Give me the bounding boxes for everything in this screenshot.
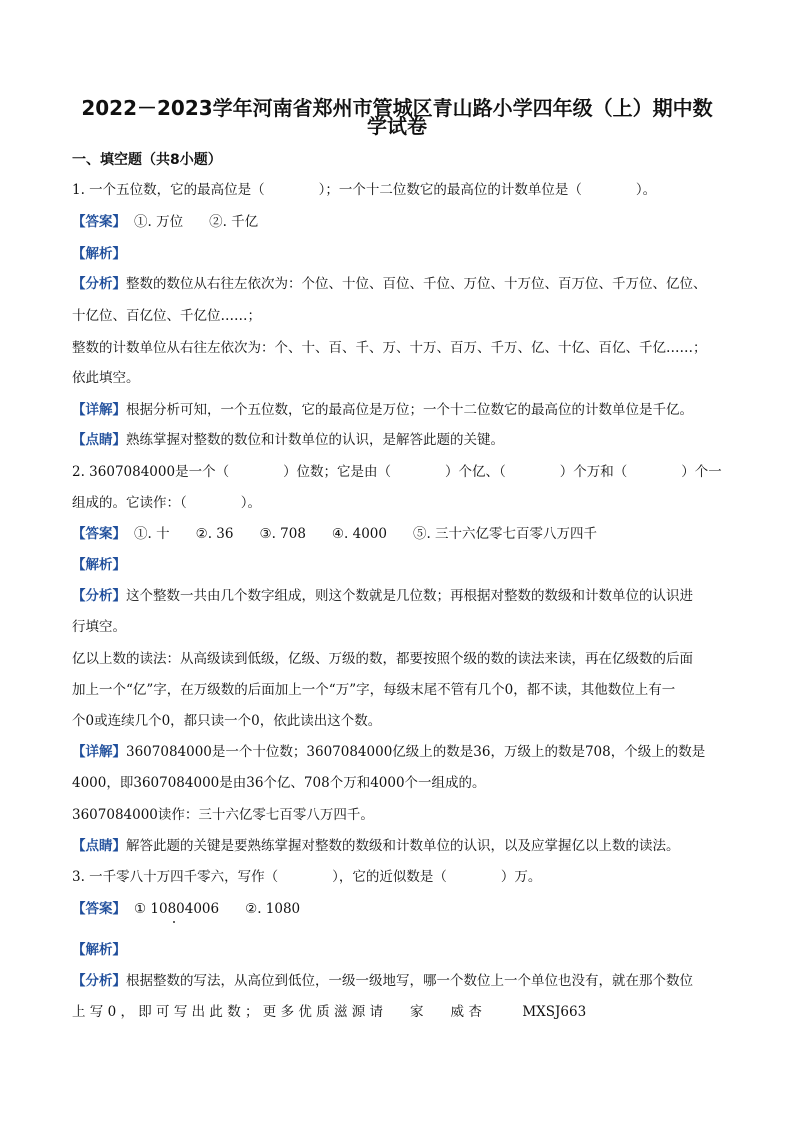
q1-analysis-l2: 十亿位、百亿位、千亿位……； <box>72 308 261 324</box>
q2-detail-l3: 3607084000读作：三十六亿零七百零八万四千。 <box>72 807 374 823</box>
q2-analysis-l2: 行填空。 <box>72 619 126 635</box>
q1-detail: 【详解】根据分析可知，一个五位数，它的最高位是万位；一个十二位数它的最高位的计数单位是千亿。 <box>72 402 693 418</box>
q2-detail-l1: 【详解】3607084000是一个十位数；3607084000亿级上的数是36，万级上的数是708，个级上的数是 <box>72 744 706 760</box>
answer-tag: 【答案】 <box>72 526 126 542</box>
q2-analysis-head: 【解析】 <box>72 557 126 573</box>
q2-analysis-l5: 个0或连续几个0，都只读一个0，依此读出这个数。 <box>72 713 382 729</box>
q1-analysis-l1: 【分析】整数的数位从右往左依次为：个位、十位、百位、千位、万位、十万位、百万位、千万位、亿位、 <box>72 276 707 292</box>
q2-comment: 【点睛】解答此题的关键是要熟练掌握对整数的数级和计数单位的认识，以及应掌握亿以上数的读法。 <box>72 838 680 854</box>
q2-answer-5: ⑤. 三十六亿零七百零八万四千 <box>412 526 598 542</box>
q1-answer-row <box>72 212 284 232</box>
q3-analysis-head: 【解析】 <box>72 942 126 958</box>
q2-answer-2: ②. 36 <box>195 526 234 542</box>
q1-analysis-head: 【解析】 <box>72 246 126 262</box>
q3-analysis-l1: 【分析】根据整数的写法，从高位到低位，一级一级地写，哪一个数位上一个单位也没有，就在那个数位 <box>72 973 693 989</box>
answer-tag: 【答案】 <box>72 214 126 230</box>
q2-question-l2: 组成的。它读作：（ ）。 <box>72 495 261 511</box>
q1-answer-1: ①. 万位 <box>134 214 184 230</box>
q2-answer-1: ①. 十 <box>134 526 170 542</box>
q1-question: 1. 一个五位数，它的最高位是（ ）；一个十二位数它的最高位的计数单位是（ ）。 <box>72 182 657 198</box>
page-title-line2: 学试卷 <box>367 114 427 138</box>
stray-dot <box>173 921 175 923</box>
q3-answer-1: ① 10804006 <box>134 901 220 917</box>
answer-tag: 【答案】 <box>72 901 126 917</box>
q2-analysis-l4: 加上一个“亿”字，在万级数的后面加上一个“万”字，每级末尾不管有几个0，都不读，其他数位上有一 <box>72 682 676 698</box>
q2-analysis-l1: 【分析】这个整数一共由几个数字组成，则这个数就是几位数；再根据对整数的数级和计数单位的认识进 <box>72 588 693 604</box>
q2-answer-row <box>72 524 623 544</box>
q2-analysis-l3: 亿以上数的读法：从高级读到低级，亿级、万级的数，都要按照个级的数的读法来读，再在亿级数的后面 <box>72 651 693 667</box>
q2-answer-3: ③. 708 <box>259 526 306 542</box>
q2-question-l1: 2. 3607084000是一个（ ）位数；它是由（ ）个亿、（ ）个万和（ ）个一 <box>72 464 722 480</box>
section-heading: 一、填空题（共8小题） <box>72 152 222 168</box>
q3-question: 3. 一千零八十万四千零六，写作（ ），它的近似数是（ ）万。 <box>72 869 542 885</box>
q1-analysis-l3: 整数的计数单位从右往左依次为：个、十、百、千、万、十万、百万、千万、亿、十亿、百亿、千亿……； <box>72 340 707 356</box>
q3-answer-2: ②. 1080 <box>245 901 301 917</box>
q1-comment: 【点睛】熟练掌握对整数的数位和计数单位的认识，是解答此题的关键。 <box>72 432 504 448</box>
q2-detail-l2: 4000，即3607084000是由36个亿、708个万和4000个一组成的。 <box>72 775 486 791</box>
page-title-line1: 2022－2023学年河南省郑州市管城区青山路小学四年级（上）期中数 <box>81 96 713 120</box>
q1-analysis-l4: 依此填空。 <box>72 370 140 386</box>
q1-answer-2: ②. 千亿 <box>209 214 259 230</box>
q2-answer-4: ④. 4000 <box>331 526 387 542</box>
q3-analysis-l2: 上 写 0 ， 即 可 写 出 此 数 ； 更 多 优 质 滋 源 请 家 威 杏 MXSJ663 <box>72 1004 587 1020</box>
q3-answer-row <box>72 899 326 919</box>
